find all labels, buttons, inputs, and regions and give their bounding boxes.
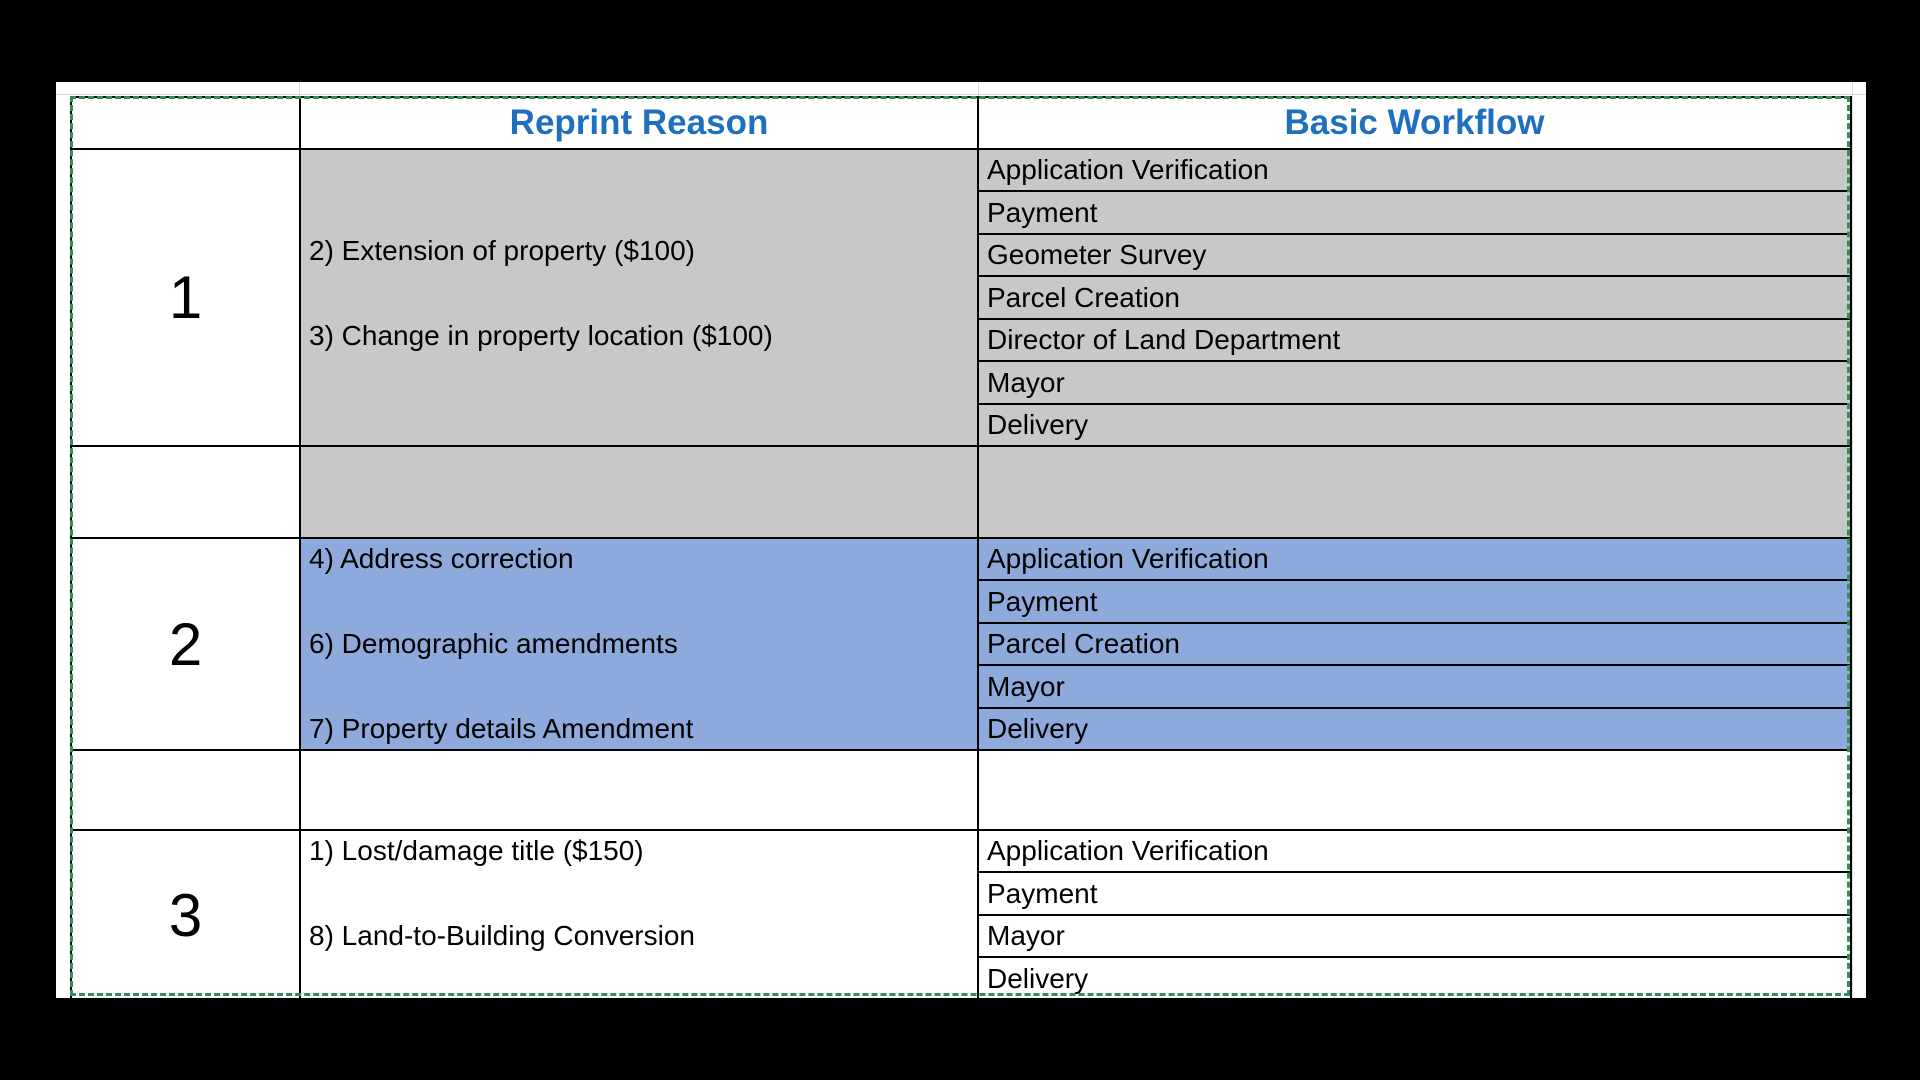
reason-item: 4) Address correction xyxy=(309,543,574,574)
spacer-cell[interactable] xyxy=(301,751,979,831)
column-header-strip xyxy=(56,82,1866,95)
reason-item: 1) Lost/damage title ($150) xyxy=(309,835,644,866)
workflow-step[interactable]: Application Verification xyxy=(979,831,1852,873)
reason-cell[interactable] xyxy=(301,150,979,447)
workflow-step[interactable]: Director of Land Department xyxy=(979,320,1852,362)
reason-cell[interactable] xyxy=(301,539,979,751)
gridline xyxy=(1852,82,1853,998)
workflow-step[interactable]: Delivery xyxy=(979,709,1852,751)
workflow-step[interactable]: Payment xyxy=(979,192,1852,235)
workflow-step[interactable]: Delivery xyxy=(979,958,1852,998)
spacer-cell[interactable] xyxy=(72,447,301,539)
workflow-step[interactable]: Payment xyxy=(979,873,1852,916)
spacer-cell[interactable] xyxy=(979,447,1852,539)
workflow-step[interactable]: Mayor xyxy=(979,362,1852,405)
workflow-step[interactable]: Application Verification xyxy=(979,539,1852,581)
workflow-step[interactable]: Payment xyxy=(979,581,1852,624)
workflow-step[interactable]: Geometer Survey xyxy=(979,235,1852,277)
workflow-step[interactable]: Mayor xyxy=(979,666,1852,709)
header-reprint-reason[interactable]: Reprint Reason xyxy=(301,98,979,150)
reason-item: 7) Property details Amendment xyxy=(309,713,694,744)
header-basic-workflow[interactable]: Basic Workflow xyxy=(979,98,1852,150)
workflow-step[interactable]: Mayor xyxy=(979,916,1852,958)
reason-item: 3) Change in property location ($100) xyxy=(309,320,773,351)
group-number[interactable]: 1 xyxy=(72,150,301,447)
workflow-table xyxy=(70,96,1852,998)
reason-cell[interactable] xyxy=(301,831,979,998)
group-number[interactable]: 2 xyxy=(72,539,301,751)
spacer-cell[interactable] xyxy=(979,751,1852,831)
workflow-step[interactable]: Parcel Creation xyxy=(979,277,1852,320)
workflow-step[interactable]: Delivery xyxy=(979,405,1852,447)
workflow-step[interactable]: Parcel Creation xyxy=(979,624,1852,666)
spacer-cell[interactable] xyxy=(72,751,301,831)
header-cell-number[interactable] xyxy=(72,98,301,150)
spreadsheet-area xyxy=(56,82,1866,998)
group-number[interactable]: 3 xyxy=(72,831,301,998)
workflow-step[interactable]: Application Verification xyxy=(979,150,1852,192)
reason-item: 6) Demographic amendments xyxy=(309,628,678,659)
reason-item: 8) Land-to-Building Conversion xyxy=(309,920,695,951)
reason-item: 2) Extension of property ($100) xyxy=(309,235,695,266)
spacer-cell[interactable] xyxy=(301,447,979,539)
